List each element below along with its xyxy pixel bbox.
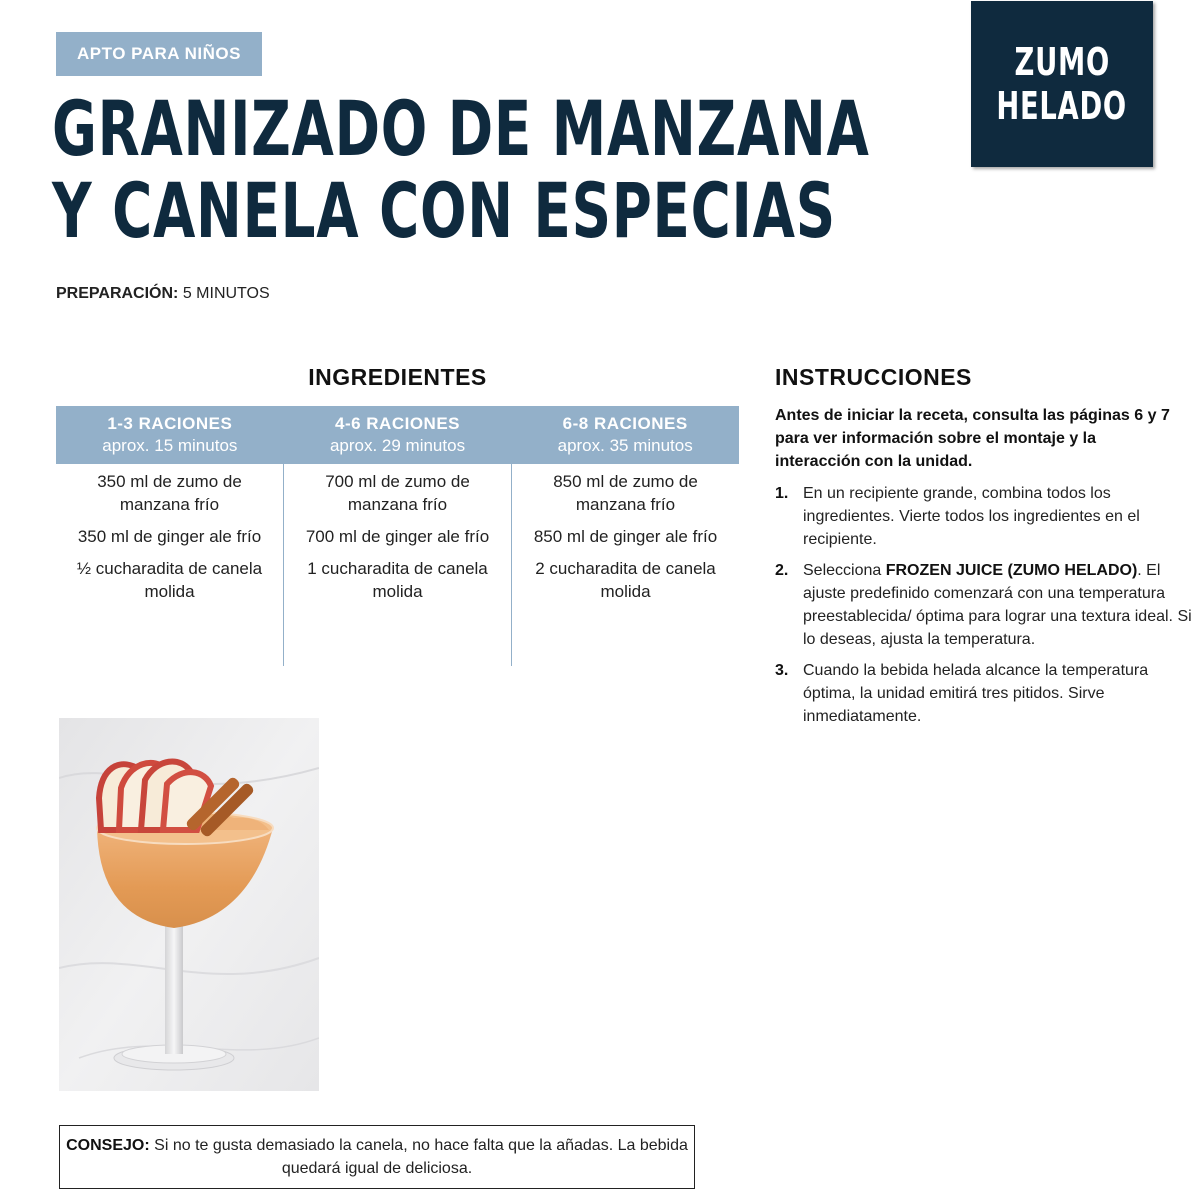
ingredients-table-header	[56, 406, 739, 464]
instruction-step-1	[775, 482, 1195, 551]
servings-header-2	[284, 406, 512, 464]
category-badge: APTO PARA NIÑOS	[56, 32, 262, 76]
ingredient-item: 850 ml de ginger ale frío	[533, 527, 718, 546]
instructions-heading: INSTRUCCIONES	[775, 364, 972, 390]
ingredients-column-2	[283, 464, 511, 666]
tip-label: CONSEJO:	[66, 1137, 150, 1154]
ingredient-item: 350 ml de ginger ale frío	[77, 527, 262, 546]
step-text	[803, 559, 1195, 651]
servings-header-3	[511, 406, 739, 464]
instructions-intro: Antes de iniciar la receta, consulta las páginas 6 y 7 para ver información sobre el montaje y la interacción con la unidad.	[775, 407, 1170, 470]
ingredients-column-1	[56, 464, 283, 666]
step-text-pre: Selecciona	[803, 562, 886, 579]
instruction-step-3	[775, 659, 1195, 728]
servings-label: 4-6 RACIONES	[334, 414, 461, 433]
ingredients-table	[56, 406, 739, 666]
ingredient-item: 700 ml de ginger ale frío	[305, 527, 490, 546]
ingredients-heading: INGREDIENTES	[308, 364, 487, 390]
recipe-title-line-2: Y CANELA CON ESPECIAS	[52, 166, 836, 255]
servings-header-1	[56, 406, 284, 464]
servings-time: aprox. 29 minutos	[329, 436, 466, 455]
ingredients-column-3	[511, 464, 739, 666]
section-tab-line-2: HELADO	[996, 84, 1128, 128]
drink-photo	[59, 718, 319, 1091]
recipe-title	[52, 84, 932, 255]
step-text: En un recipiente grande, combina todos los ingredientes. Vierte todos los ingredientes en el recipiente.	[803, 485, 1140, 548]
ingredient-item: 350 ml de zumo de manzana frío	[97, 472, 242, 514]
servings-time: aprox. 35 minutos	[557, 436, 693, 455]
tip-box	[59, 1125, 695, 1189]
recipe-title-line-1: GRANIZADO DE MANZANA	[52, 84, 870, 173]
ingredient-item: ½ cucharadita de canela molida	[76, 559, 263, 601]
step-text-program: FROZEN JUICE (ZUMO HELADO)	[885, 562, 1138, 579]
step-text: Cuando la bebida helada alcance la temperatura óptima, la unidad emitirá tres pitidos. Sirve inmediatamente.	[803, 662, 1149, 725]
servings-label: 6-8 RACIONES	[562, 414, 688, 433]
ingredient-item: 1 cucharadita de canela molida	[307, 559, 488, 601]
prep-time-value: 5 MINUTOS	[178, 285, 270, 302]
instructions-steps	[775, 482, 1195, 736]
section-tab	[971, 1, 1153, 167]
prep-time	[56, 285, 270, 303]
step-number: 2.	[775, 562, 789, 579]
servings-time: aprox. 15 minutos	[102, 436, 238, 455]
step-number: 1.	[775, 485, 789, 502]
servings-label: 1-3 RACIONES	[107, 414, 233, 433]
drink-photo-illustration	[59, 718, 319, 1091]
ingredients-table-body	[56, 464, 739, 666]
ingredient-item: 700 ml de zumo de manzana frío	[325, 472, 470, 514]
section-tab-line-1: ZUMO	[1014, 40, 1110, 84]
ingredient-item: 2 cucharadita de canela molida	[535, 559, 716, 601]
ingredient-item: 850 ml de zumo de manzana frío	[553, 472, 698, 514]
step-text-post: . El ajuste predefinido comenzará con una temperatura preestablecida/ óptima para lograr una textura ideal. Si lo deseas, ajusta la temperatura.	[803, 562, 1192, 648]
instruction-step-2	[775, 559, 1195, 651]
prep-time-label: PREPARACIÓN:	[56, 285, 179, 302]
step-number: 3.	[775, 662, 789, 679]
tip-text: Si no te gusta demasiado la canela, no hace falta que la añadas. La bebida quedará igual de deliciosa.	[149, 1137, 688, 1177]
